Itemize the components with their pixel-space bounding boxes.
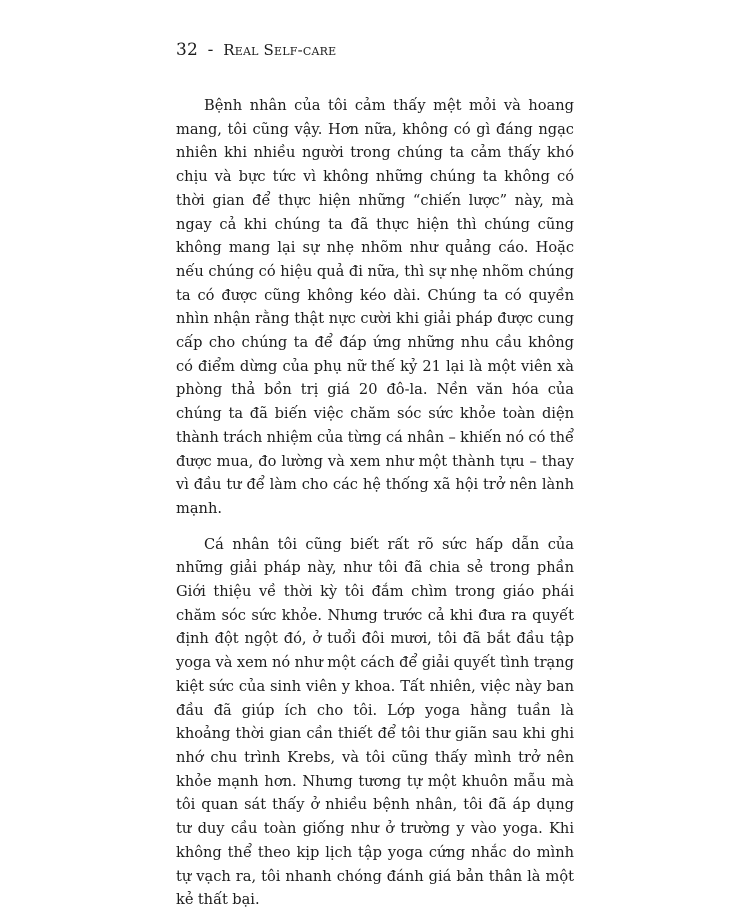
paragraph-2: Cá nhân tôi cũng biết rất rõ sức hấp dẫn của những giải pháp này, như tôi đã chia sẻ trong phần Giới thiệu về thời kỳ tôi đắm chìm trong giáo phái chăm sóc sức khỏe. Nhưng trước cả khi đưa ra quyết định đột ngột đó, ở tuổi đôi mươi, tôi đã bắt đầu tập yoga và xem nó như một cách để giải quyết tình trạng kiệt sức của sinh viên y khoa. Tất nhiên, việc này ban đầu đã giúp ích cho tôi. Lớp yoga hằng tuần là khoảng thời gian cần thiết để tôi thư giãn sau khi ghi nhớ chu trình Krebs, và tôi cũng thấy mình trở nên khỏe mạnh hơn. Nhưng tương tự một khuôn mẫu mà tôi quan sát thấy ở nhiều bệnh nhân, tôi đã áp dụng tư duy cầu toàn giống như ở trường y vào yoga. Khi không thể theo kịp lịch tập yoga cứng nhắc do mình tự vạch ra, tôi nhanh chóng đánh giá bản thân là một kẻ thất bại.: [176, 535, 574, 909]
running-head: [176, 40, 336, 60]
book-title: Real Self-care: [223, 41, 337, 59]
paragraph-1: Bệnh nhân của tôi cảm thấy mệt mỏi và hoang mang, tôi cũng vậy. Hơn nữa, không có gì đáng ngạc nhiên khi nhiều người trong chúng ta cảm thấy khó chịu và bực tức vì không những chúng ta không có thời gian để thực hiện những “chiến lược” này, mà ngay cả khi chúng ta đã thực hiện thì chúng cũng không mang lại sự nhẹ nhõm như quảng cáo. Hoặc nếu chúng có hiệu quả đi nữa, thì sự nhẹ nhõm chúng ta có được cũng không kéo dài. Chúng ta có quyền nhìn nhận rằng thật nực cười khi giải pháp được cung cấp cho chúng ta để đáp ứng những nhu cầu không có điểm dừng của phụ nữ thế kỷ 21 lại là một viên xà phòng thả bồn trị giá 20 đô-la. Nền văn hóa của chúng ta đã biến việc chăm sóc sức khỏe toàn diện thành trách nhiệm của từng cá nhân – khiến nó có thể được mua, đo lường và xem như một thành tựu – thay vì đầu tư để làm cho các hệ thống xã hội trở nên lành mạnh.: [176, 97, 574, 517]
page-number: 32: [176, 40, 199, 60]
running-head-separator: -: [207, 40, 214, 60]
body-text: [176, 94, 574, 924]
